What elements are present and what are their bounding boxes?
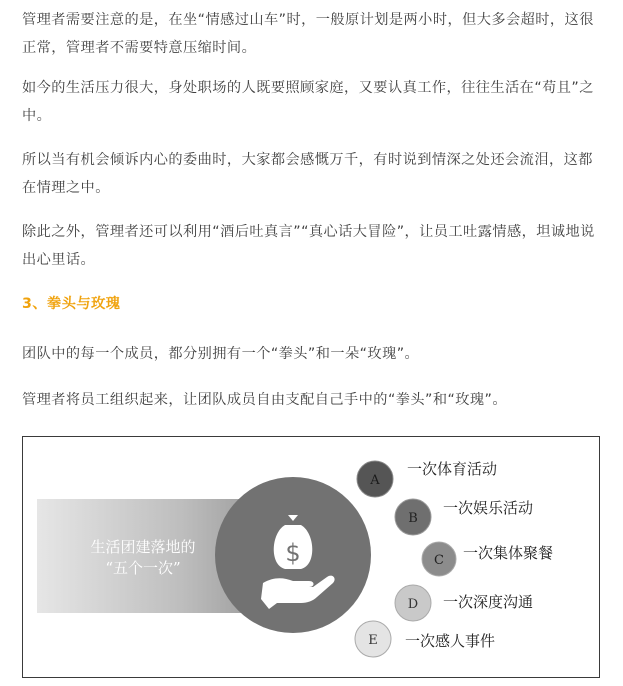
paragraph-truth: 除此之外，管理者还可以利用“酒后吐真言”“真心话大冒险”，让员工吐露情感，坦诚地说出心里话。 [22,224,595,268]
figure-title-line2: “五个一次” [105,559,181,577]
paragraph-emotion: 所以当有机会倾诉内心的委曲时，大家都会感慨万千，有时说到情深之处还会流泪，这都在情理之中。 [22,152,593,196]
section-heading: 3、拳头与玫瑰 [22,296,121,312]
item-d [395,585,533,621]
item-c-letter: C [434,553,444,568]
svg-text:$: $ [285,539,301,567]
item-b-label: 一次娱乐活动 [443,499,534,517]
figure-title-line1: 生活团建落地的 [90,538,196,556]
item-a-letter: A [370,473,380,488]
item-e [355,621,495,657]
item-list [355,460,553,657]
item-a-label: 一次体育活动 [407,460,498,478]
item-c-label: 一次集体聚餐 [463,544,554,562]
figure-diagram [23,437,599,677]
item-a [357,460,497,497]
item-e-letter: E [368,633,378,648]
five-once-figure [22,436,600,678]
item-c [422,542,553,576]
item-b [395,499,533,535]
item-b-letter: B [408,511,418,526]
item-d-label: 一次深度沟通 [443,593,534,611]
paragraph-fist-rose: 团队中的每一个成员，都分别拥有一个“拳头”和一朵“玫瑰”。 [22,346,420,362]
item-d-letter: D [407,597,419,612]
paragraph-overtime: 管理者需要注意的是，在坐“情感过山车”时，一般原计划是两小时，但大多会超时，这很正常，管理者不需要特意压缩时间。 [22,12,594,56]
item-e-label: 一次感人事件 [405,632,496,650]
paragraph-organize: 管理者将员工组织起来，让团队成员自由支配自己手中的“拳头”和“玫瑰”。 [22,392,507,408]
paragraph-life-pressure: 如今的生活压力很大，身处职场的人既要照顾家庭，又要认真工作，往往生活在“苟且”之中。 [22,80,594,124]
